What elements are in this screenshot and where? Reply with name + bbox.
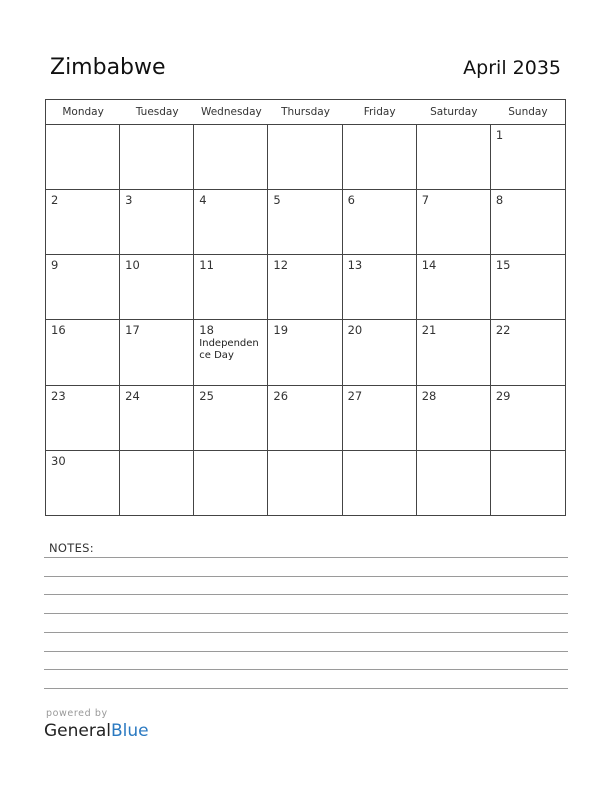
day-cell [491,125,565,190]
day-number: 14 [421,258,437,273]
day-cell [120,255,194,320]
weekday-header-row [46,100,565,125]
day-number: 19 [273,323,289,338]
day-cell [491,190,565,255]
day-cell [491,386,565,451]
day-cell [491,451,565,516]
calendar-grid [45,99,566,516]
day-number: 29 [495,388,511,403]
day-cell [343,190,417,255]
note-line [44,594,568,595]
day-cell [120,451,194,516]
brand-logo [44,721,149,741]
day-cell [491,320,565,385]
day-number: 25 [199,388,214,403]
day-cell [417,255,491,320]
day-cell [417,451,491,516]
day-cell [46,320,120,385]
day-number: 1 [495,128,504,142]
day-cell [343,451,417,516]
weekday-sunday: Sunday [508,106,548,118]
day-cell [194,451,268,516]
day-cell [417,320,491,385]
weekday-saturday: Saturday [430,106,478,118]
brand-blue: Blue [111,721,149,741]
day-number: 18 [199,323,214,338]
note-line [44,576,568,577]
day-cell [268,190,342,255]
day-number: 4 [199,193,207,208]
day-number: 3 [125,193,133,208]
day-number: 26 [273,388,289,403]
day-cell [343,125,417,190]
notes-label: NOTES: [49,541,94,555]
day-number: 20 [347,323,363,338]
day-number: 5 [273,193,281,208]
day-cell [343,386,417,451]
day-cell [268,125,342,190]
country-title: Zimbabwe [50,55,166,80]
powered-by-text: powered by [46,708,108,719]
note-line [44,632,568,633]
day-number: 10 [125,258,140,273]
day-number: 23 [51,388,66,403]
day-cell [194,255,268,320]
day-cell [194,386,268,451]
day-number: 15 [495,258,511,273]
day-cell [120,125,194,190]
note-line [44,669,568,670]
day-cell [268,255,342,320]
day-number: 7 [421,193,430,208]
weekday-friday: Friday [363,106,396,118]
weekday-wednesday: Wednesday [200,106,262,118]
weekday-monday: Monday [62,106,104,118]
day-cell [343,255,417,320]
day-cell [46,386,120,451]
day-number: 8 [495,193,504,208]
day-cell [194,320,268,385]
weekday-thursday: Thursday [281,106,330,118]
day-number: 21 [421,323,437,338]
day-cell [194,125,268,190]
note-line [44,651,568,652]
note-line [44,688,568,689]
day-number: 17 [125,323,140,338]
day-number: 16 [51,323,66,338]
day-cell [194,190,268,255]
day-number: 24 [125,388,140,403]
note-line [44,613,568,614]
day-number: 6 [347,193,355,208]
day-number: 2 [51,193,59,208]
note-line [44,557,568,558]
weekday-tuesday: Tuesday [135,106,179,118]
day-cell [417,125,491,190]
day-cell [417,190,491,255]
month-year-title: April 2035 [463,57,561,79]
day-cell [343,320,417,385]
holiday-label: Independence Day [199,338,259,362]
day-cell [120,190,194,255]
day-cell [268,386,342,451]
day-number: 30 [51,453,66,468]
day-number: 9 [51,258,59,273]
day-cell [268,451,342,516]
day-number: 11 [199,258,214,273]
day-cell [491,255,565,320]
day-cell [46,125,120,190]
calendar-days [46,125,565,516]
day-cell [46,255,120,320]
day-cell [417,386,491,451]
day-number: 22 [495,323,511,338]
day-number: 12 [273,258,289,273]
day-cell [46,451,120,516]
day-cell [268,320,342,385]
day-number: 28 [421,388,437,403]
day-cell [120,386,194,451]
day-cell [120,320,194,385]
brand-general: General [44,721,111,741]
day-number: 27 [347,388,363,403]
day-cell [46,190,120,255]
day-number: 13 [347,258,363,273]
